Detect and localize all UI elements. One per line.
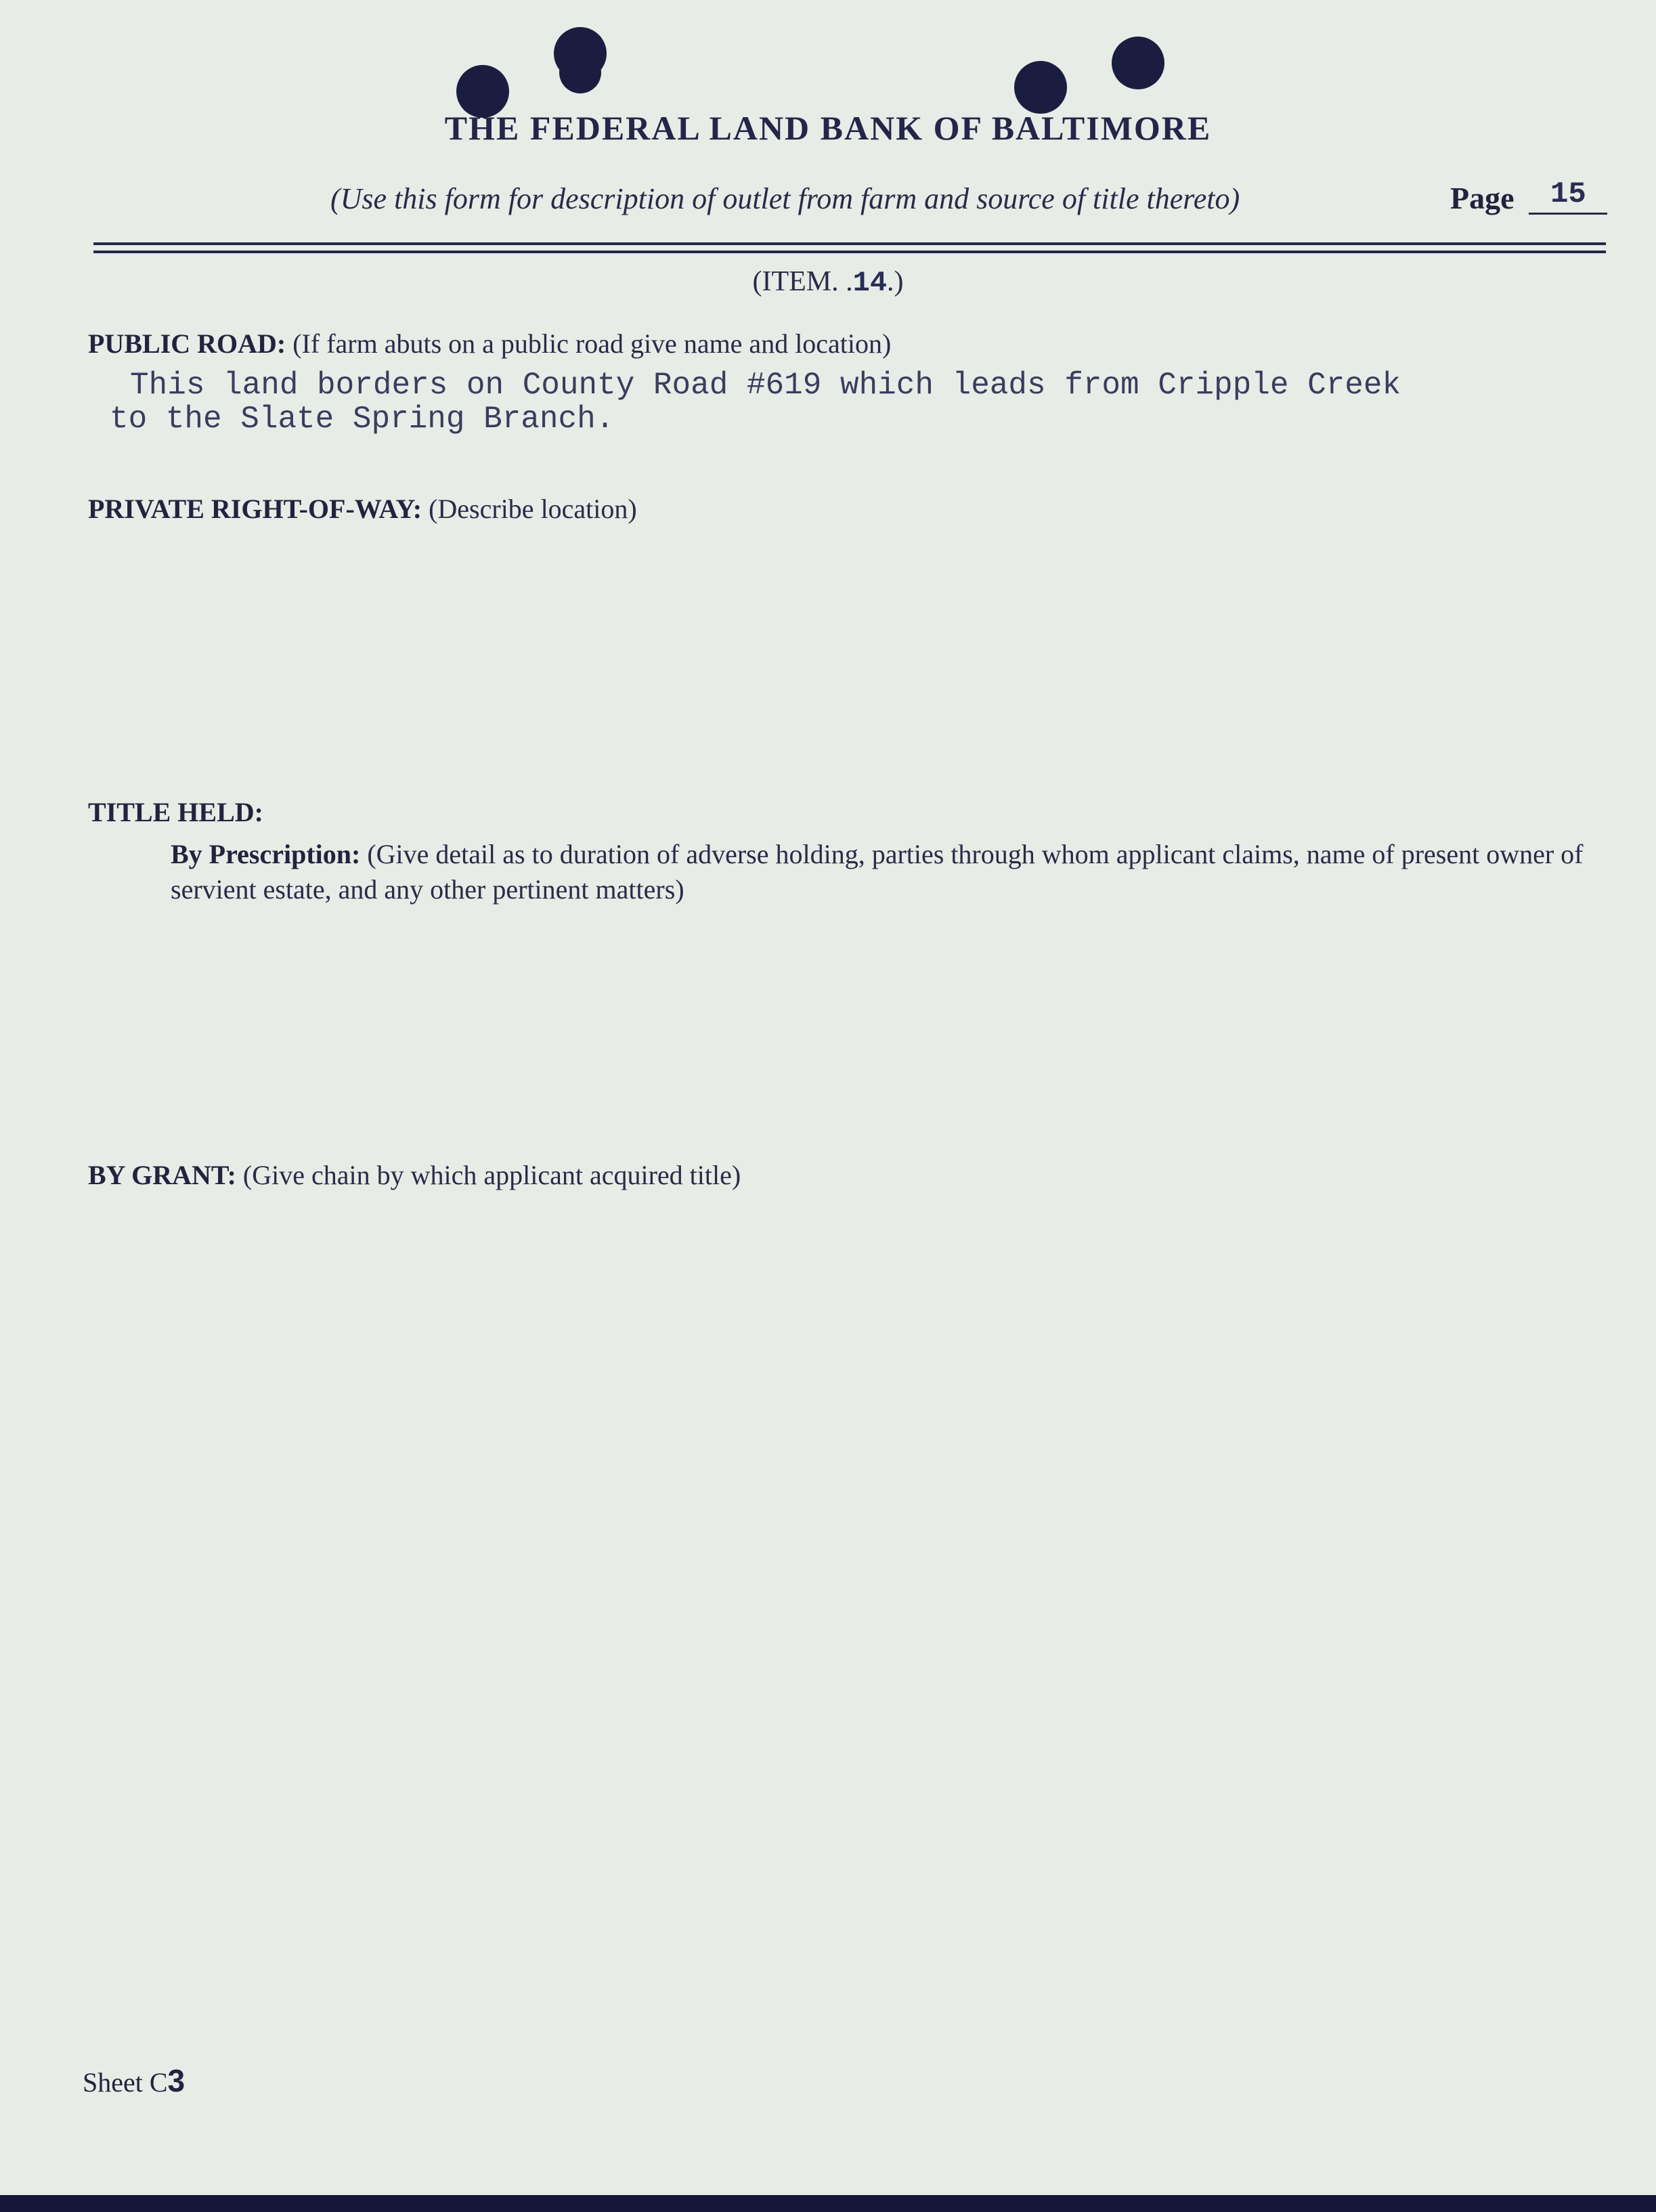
private-right-of-way-heading (88, 493, 637, 525)
page-number-underline (1529, 213, 1607, 215)
header-rule-top (93, 242, 1606, 245)
item-number-line (0, 265, 1656, 299)
by-grant-title: BY GRANT: (88, 1160, 236, 1190)
punch-hole-3 (559, 51, 601, 93)
private-right-of-way-description: (Describe location) (429, 494, 637, 524)
public-road-typed-line-1: This land borders on County Road #619 which leads from Cripple Creek (130, 368, 1401, 403)
item-suffix: .) (887, 266, 904, 297)
by-grant-description: (Give chain by which applicant acquired title) (242, 1160, 741, 1190)
punch-hole-5 (1112, 37, 1164, 89)
page-number: 15 (1550, 177, 1586, 211)
title-held-heading: TITLE HELD: (88, 797, 263, 827)
form-instruction: (Use this form for description of outlet from farm and source of title thereto) (330, 182, 1240, 215)
by-prescription-paragraph (171, 837, 1613, 907)
header-rule-bottom (93, 251, 1606, 253)
punch-hole-4 (1014, 61, 1067, 114)
public-road-title: PUBLIC ROAD: (88, 328, 286, 359)
by-grant-heading (88, 1159, 741, 1191)
sheet-label (83, 2062, 185, 2099)
public-road-typed-line-2: to the Slate Spring Branch. (110, 402, 615, 437)
sheet-label-text: Sheet C (83, 2067, 168, 2098)
public-road-description: (If farm abuts on a public road give name and location) (292, 328, 892, 359)
page-label: Page (1450, 181, 1515, 215)
bank-title: THE FEDERAL LAND BANK OF BALTIMORE (444, 109, 1212, 147)
public-road-heading (88, 328, 891, 360)
item-number: 14 (852, 267, 888, 299)
sheet-number: 3 (167, 2063, 186, 2098)
by-prescription-description: (Give detail as to duration of adverse holding, parties through whom applicant claims, name of present owner of servient estate, and any other pertinent matters) (171, 839, 1584, 905)
item-prefix: (ITEM. . (752, 266, 853, 297)
by-prescription-label: By Prescription: (171, 839, 361, 869)
private-right-of-way-title: PRIVATE RIGHT-OF-WAY: (88, 494, 422, 524)
